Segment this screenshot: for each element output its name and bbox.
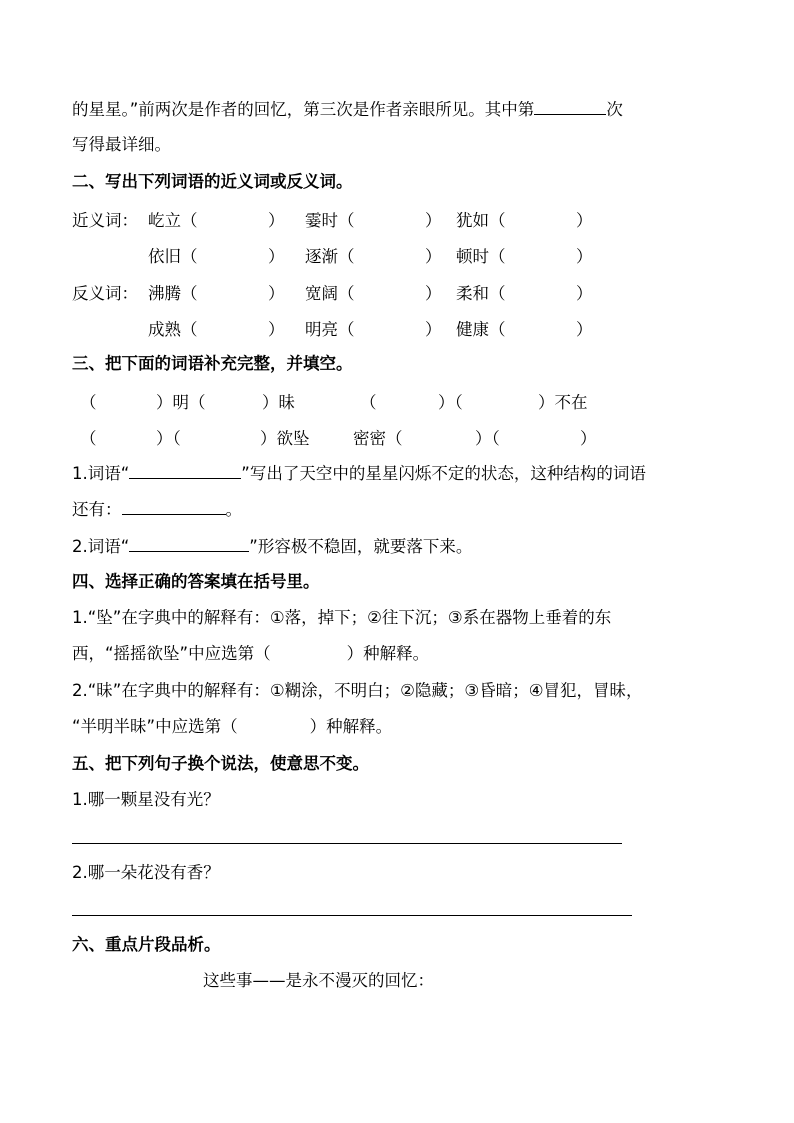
word-cell: 犹如（ (456, 211, 506, 230)
answer-line-5-2[interactable] (72, 915, 632, 916)
word-cell: 健康（ (456, 320, 506, 339)
word-cell: 顿时（ (456, 247, 506, 266)
question-3-1 (72, 462, 646, 485)
intro-text-end: 次 (606, 100, 623, 119)
idiom-part: 密密（ (353, 429, 403, 448)
intro-line-2: 写得最详细。 (72, 135, 171, 154)
idiom-part: ）不在 (538, 393, 588, 412)
bracket-close: ） (576, 284, 593, 303)
idiom-part: ）欲坠 (260, 429, 310, 448)
idiom-part: ）（ (475, 429, 500, 448)
answer-blank[interactable] (129, 535, 249, 552)
answer-line-5-1[interactable] (72, 843, 622, 844)
bracket-close: ） (425, 284, 442, 303)
word-cell: 柔和（ (456, 284, 506, 303)
antonym-label: 反义词： (72, 284, 138, 303)
answer-blank[interactable] (534, 98, 606, 115)
bracket-close: ） (268, 247, 285, 266)
question-4-2-cont (72, 716, 392, 738)
idiom-part: （ (80, 393, 97, 412)
section-heading-6: 六、重点片段品析。 (72, 935, 221, 954)
section-heading-4: 四、选择正确的答案填在括号里。 (72, 572, 320, 591)
intro-text: 的星星。”前两次是作者的回忆，第三次是作者亲眼所见。其中第 (72, 100, 535, 119)
question-text: ）种解释。 (346, 644, 430, 663)
bracket-close: ） (425, 247, 442, 266)
question-3-2 (72, 535, 472, 558)
answer-blank[interactable] (122, 498, 226, 515)
bracket-close: ） (268, 211, 285, 230)
word-cell: 明亮（ (305, 320, 355, 339)
word-cell: 成熟（ (148, 320, 198, 339)
question-text: ”写出了天空中的星星闪烁不定的状态，这种结构的词语 (241, 464, 646, 483)
idiom-part: ） (580, 429, 597, 448)
idiom-part: ）（ (438, 393, 463, 412)
bracket-close: ） (425, 320, 442, 339)
synonym-label: 近义词： (72, 211, 138, 230)
question-text: 1.词语“ (72, 464, 130, 483)
question-text: 。 (225, 500, 242, 519)
bracket-close: ） (576, 211, 593, 230)
question-5-2: 2.哪一朵花没有香？ (72, 863, 220, 882)
question-text: ”形容极不稳固，就要落下来。 (249, 537, 473, 556)
question-text: 还有： (72, 500, 122, 519)
bracket-close: ） (425, 211, 442, 230)
question-4-2: 2.“昧”在字典中的解释有：①糊涂，不明白；②隐藏；③昏暗；④冒犯，冒昧， (72, 681, 643, 700)
bracket-close: ） (576, 247, 593, 266)
bracket-close: ） (576, 320, 593, 339)
question-text: ）种解释。 (309, 717, 393, 736)
question-5-1: 1.哪一颗星没有光？ (72, 790, 220, 809)
word-cell: 宽阔（ (305, 284, 355, 303)
idiom-part: ）明（ (156, 393, 206, 412)
question-4-1: 1.“坠”在字典中的解释有：①落，掉下；②往下沉；③系在器物上垂着的东 (72, 608, 612, 627)
word-cell: 屹立（ (148, 211, 198, 230)
bracket-close: ） (268, 320, 285, 339)
idiom-part: ）（ (156, 429, 181, 448)
question-text: “半明半昧”中应选第（ (72, 717, 238, 736)
word-cell: 沸腾（ (148, 284, 198, 303)
question-3-1-cont (72, 498, 242, 521)
section-heading-2: 二、写出下列词语的近义词或反义词。 (72, 172, 353, 191)
idiom-part: （ (360, 393, 377, 412)
bracket-close: ） (268, 284, 285, 303)
question-text: 2.词语“ (72, 537, 130, 556)
section-heading-3: 三、把下面的词语补充完整，并填空。 (72, 354, 353, 373)
word-cell: 霎时（ (305, 211, 355, 230)
section-heading-5: 五、把下列句子换个说法，使意思不变。 (72, 754, 369, 773)
word-cell: 逐渐（ (305, 247, 355, 266)
intro-line-1 (72, 98, 623, 121)
question-text: 西，“摇摇欲坠”中应选第（ (72, 644, 271, 663)
answer-blank[interactable] (129, 462, 241, 479)
excerpt-text: 这些事——是永不漫灭的回忆： (203, 971, 434, 990)
word-cell: 依旧（ (148, 247, 198, 266)
question-4-1-cont (72, 643, 429, 665)
idiom-part: ）昧 (262, 393, 295, 412)
idiom-part: （ (80, 429, 97, 448)
